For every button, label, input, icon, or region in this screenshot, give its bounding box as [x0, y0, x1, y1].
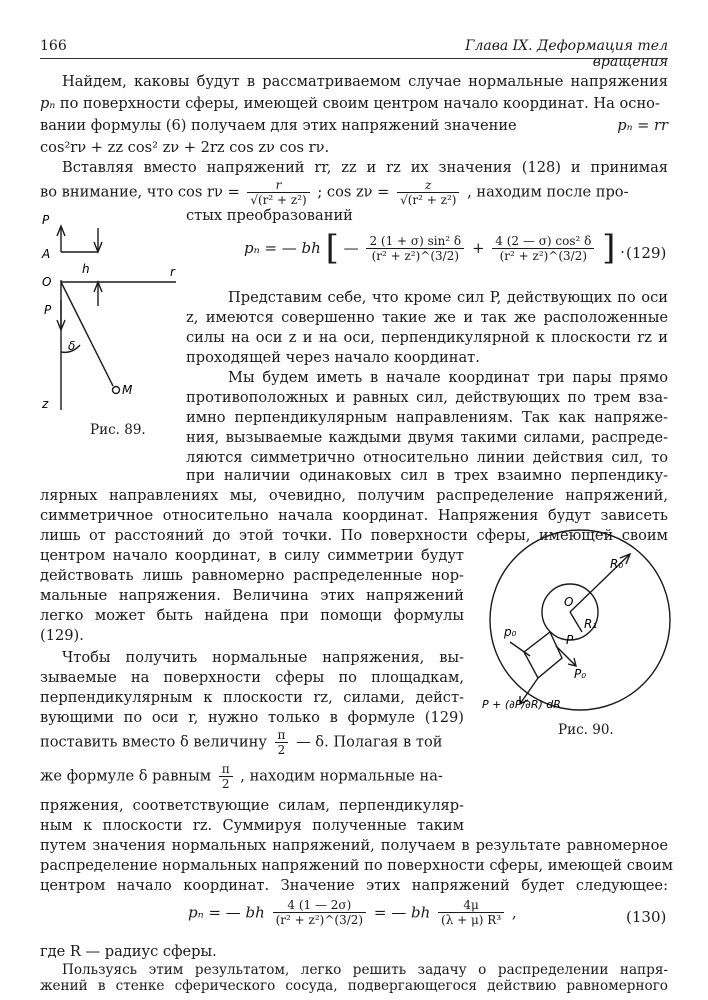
text-line: имно перпендикулярным направлениям. Так как напряже-	[186, 409, 668, 426]
text-line: Представим себе, что кроме сил P, действующих по оси	[228, 289, 668, 306]
equation-lhs: pₙ = — bh	[244, 239, 321, 257]
text-line	[40, 762, 464, 794]
radius-r1	[570, 612, 582, 632]
figure-label: O	[564, 595, 574, 609]
text-line	[40, 178, 668, 208]
text-line: Найдем, каковы будут в рассматриваемом случае нормальные напряжения	[62, 73, 668, 90]
text-span: — δ. Полагая в той	[296, 733, 443, 751]
text-line: где R — радиус сферы.	[40, 943, 217, 960]
text-line: ния, вызываемые каждыми двумя такими силами, распреде-	[186, 429, 668, 446]
figure-label: P	[566, 633, 574, 647]
fraction-denominator: (r² + z²)^(3/2)	[499, 248, 588, 263]
figure-label: r	[170, 265, 175, 279]
text-line: силы на оси z и на оси, перпендикулярной к плоскости rz и	[186, 329, 668, 346]
text-line: Вставляя вместо напряжений rr, zz и rz их значения (128) и принимая	[62, 159, 668, 176]
text-span: поставить вместо δ величину	[40, 733, 267, 751]
text-line: пряжения, соответствующие силам, перпендикуляр-	[40, 797, 464, 814]
text-line: Мы будем иметь в начале координат три пары прямо	[228, 369, 668, 386]
text-line: легко может быть найдена при помощи формулы	[40, 607, 464, 624]
p-arrow	[556, 646, 576, 666]
text-line: стых преобразований	[186, 207, 353, 224]
fraction-numerator: 4 (1 — 2σ)	[273, 898, 366, 913]
figure-label: h	[82, 262, 90, 276]
fraction	[366, 234, 464, 263]
fraction-numerator: r	[247, 178, 309, 193]
fraction	[397, 178, 459, 207]
equation-130: pₙ = — bh $\frac{4 (1 — 2\sigma)}{\text{(r² + z²)\textasciicircum{}(3/2)}}$ = — bh $\frac{4\mu}{\text{(λ + μ) R³}}$ ,	[188, 898, 517, 927]
figure-label: z	[42, 397, 49, 411]
point-m	[113, 387, 120, 394]
page-number: 166	[40, 38, 67, 54]
text-line: действовать лишь равномерно распределенные нор-	[40, 567, 464, 584]
text-line: z, имеются совершенно такие же и так же расположенные	[186, 309, 668, 326]
header-rule	[40, 58, 668, 59]
figure-90-caption: Рис. 90.	[558, 722, 614, 738]
figure-label: p₀	[504, 625, 517, 639]
fraction-numerator: 4 (2 — σ) cos² δ	[492, 234, 594, 249]
text-line: при наличии одинаковых сил в трех взаимно перпендику-	[186, 467, 668, 484]
figure-label: P	[42, 213, 50, 227]
text-span: ; cos zν =	[317, 183, 390, 201]
text-span: вании формулы (6) получаем для этих напряжений значение	[40, 117, 517, 134]
figure-label: M	[122, 383, 133, 397]
text-line: противоположных и равных сил, действующих по трем вза-	[186, 389, 668, 406]
text-line	[40, 116, 668, 136]
figure-label: δ	[68, 339, 76, 353]
right-bracket: ]	[602, 228, 616, 268]
figure-label: P + (∂P/∂R) dR	[482, 698, 561, 711]
pn-symbol: pₙ	[40, 95, 56, 112]
text-line: вующими по оси r, нужно только в формуле (129)	[40, 709, 464, 726]
text-span: по поверхности сферы, имеющей своим центром начало координат. На осно-	[59, 95, 660, 112]
text-line: путем значения нормальных напряжений, получаем в результате равномерное	[40, 837, 668, 854]
left-bracket: [	[325, 228, 339, 268]
equation-lhs: pₙ = — bh	[188, 903, 265, 922]
figure-label: O	[42, 275, 52, 289]
text-span: , находим после про-	[467, 183, 629, 201]
figure-89	[36, 210, 184, 420]
fraction-denominator: (r² + z²)^(3/2)	[275, 913, 364, 927]
fraction-numerator: π	[275, 728, 289, 743]
text-span: во внимание, что cos rν =	[40, 183, 240, 201]
fraction-denominator: (r² + z²)^(3/2)	[371, 248, 460, 263]
inline-equation: pₙ = rr	[617, 117, 668, 134]
text-line: центром начало координат. Значение этих напряжений будет следующее:	[40, 877, 668, 894]
text-line: лишь от расстояний до этой точки. По поверхности сферы, имеющей своим	[40, 527, 668, 544]
figure-label: P₀	[574, 667, 587, 681]
text-line: центром начало координат, в силу симметрии будут	[40, 547, 464, 564]
equation-middle: = — bh	[373, 903, 431, 922]
text-line: Чтобы получить нормальные напряжения, вы-	[62, 649, 464, 666]
fraction-denominator: (λ + μ) R³	[441, 913, 502, 927]
figure-label: R₁	[584, 617, 598, 631]
figure-89-caption: Рис. 89.	[90, 422, 146, 438]
text-line	[40, 94, 668, 114]
text-line: мальные напряжения. Величина этих напряжений	[40, 587, 464, 604]
text-line: ляются симметрично относительно линии действия сил, то	[186, 449, 668, 466]
text-line: ным к плоскости rz. Суммируя полученные таким	[40, 817, 464, 834]
fraction-denominator: √(r² + z²)	[400, 193, 457, 207]
fraction	[275, 728, 289, 757]
figure-label: R₀	[610, 557, 624, 571]
equation-129: pₙ = — bh [ — $\frac{\text{2 (1 + σ) sin² δ}}{\text{(r² + z²)\textasciicircum{}(3/2)}}$ + $\frac{\text{4 (2 — σ) cos² δ}}{\text{(r² + z²)\textasciicircum{}(3/2)}}$ ] .	[244, 228, 625, 268]
fraction	[438, 898, 504, 927]
figure-label: P	[44, 303, 52, 317]
equation-number: (129)	[626, 244, 667, 262]
fraction-denominator: 2	[277, 743, 286, 757]
fraction-numerator: 4μ	[438, 898, 504, 913]
radius-line	[61, 282, 113, 386]
equation-number: (130)	[626, 908, 667, 926]
text-line	[40, 728, 464, 760]
text-line: проходящей через начало координат.	[186, 349, 480, 366]
fraction-denominator: √(r² + z²)	[250, 193, 307, 207]
outer-sphere	[490, 530, 670, 710]
fraction	[492, 234, 594, 263]
fraction-numerator: π	[219, 762, 233, 777]
fraction-numerator: z	[397, 178, 459, 193]
text-line: cos²rν + zz cos² zν + 2rz cos zν cos rν.	[40, 139, 330, 156]
fraction-denominator: 2	[221, 777, 230, 791]
text-line: перпендикулярным к плоскости rz, силами, дейст-	[40, 689, 464, 706]
text-line: распределение нормальных напряжений по поверхности сферы, имеющей своим	[40, 857, 674, 874]
fraction	[219, 762, 233, 791]
text-line: симметричное относительно начала координат. Напряжения будут зависеть	[40, 507, 668, 524]
fraction	[273, 898, 366, 927]
text-line: зываемые на поверхности сферы по площадкам,	[40, 669, 464, 686]
text-span: же формуле δ равным	[40, 767, 212, 785]
fraction	[247, 178, 309, 207]
text-line: лярных направлениях мы, очевидно, получим распределение напряжений,	[40, 487, 668, 504]
text-span: , находим нормальные на-	[240, 767, 443, 785]
figure-label: A	[42, 247, 51, 261]
chapter-title: Глава IX. Деформация тел вращения	[465, 38, 668, 70]
text-line: (129).	[40, 627, 84, 644]
text-line: жений в стенке сферического сосуда, подвергающегося действию равномерного	[40, 978, 668, 994]
figure-90	[480, 528, 678, 728]
text-line: Пользуясь этим результатом, легко решить задачу о распределении напря-	[62, 962, 668, 978]
fraction-numerator: 2 (1 + σ) sin² δ	[366, 234, 464, 249]
